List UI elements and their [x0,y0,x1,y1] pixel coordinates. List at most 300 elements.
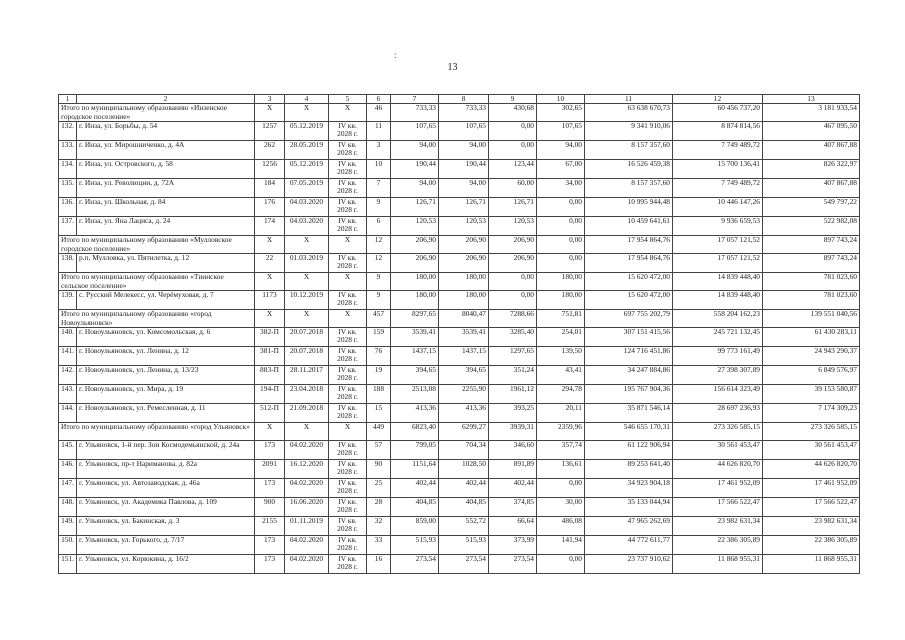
cell-c13: 7 174 309,23 [763,404,860,423]
cell-c11: 61 122 906,94 [585,441,673,460]
address-cell: г. Ульяновск, ул. Академика Павлова, д. 109 [77,498,255,517]
cell-c10: 294,78 [537,385,585,404]
cell-c5: IV кв. 2028 г. [329,347,367,366]
cell-c6: 457 [367,310,391,328]
address-cell: г. Ульяновск, 1-й пер. Зои Космодемьянской, д. 24а [77,441,255,460]
cell-c5: IV кв. 2028 г. [329,366,367,385]
cell-c7: 6823,40 [391,423,439,441]
cell-c5: IV кв. 2028 г. [329,498,367,517]
cell-c7: 3539,41 [391,328,439,347]
cell-c10: 34,00 [537,179,585,198]
cell-c10: 30,00 [537,498,585,517]
cell-c13: 273 326 585,15 [763,423,860,441]
cell-c8: 704,34 [439,441,489,460]
cell-c7: 94,00 [391,141,439,160]
row-number: 144. [59,404,77,423]
cell-c11: 47 965 262,69 [585,517,673,536]
cell-c4: 20.07.2018 [285,347,329,366]
cell-c3: X [255,273,285,291]
cell-c6: 32 [367,517,391,536]
cell-c5: X [329,104,367,122]
cell-c4: 04.03.2020 [285,217,329,236]
subtotal-label: Итого по муниципальному образованию «Тиинское сельское поселение» [59,273,255,291]
cell-c11: 8 157 357,60 [585,141,673,160]
row-number: 133. [59,141,77,160]
cell-c7: 120,53 [391,217,439,236]
cell-c6: 76 [367,347,391,366]
cell-c4: 16.12.2020 [285,460,329,479]
cell-c7: 799,05 [391,441,439,460]
table-row [59,198,860,217]
address-cell: с. Русский Мелекесс, ул. Черёмуховая, д. 7 [77,291,255,310]
cell-c11: 307 151 415,56 [585,328,673,347]
cell-c7: 206,90 [391,236,439,254]
row-number: 137. [59,217,77,236]
cell-c7: 180,00 [391,291,439,310]
row-number: 138. [59,254,77,273]
cell-c12: 44 626 820,70 [673,460,763,479]
cell-c9: 0,00 [489,291,537,310]
cell-c3: 2091 [255,460,285,479]
cell-c8: 273,54 [439,555,489,574]
cell-c11: 89 253 641,40 [585,460,673,479]
cell-c9: 0,00 [489,122,537,141]
cell-c9: 3939,31 [489,423,537,441]
cell-c12: 156 614 323,49 [673,385,763,404]
cell-c8: 107,65 [439,122,489,141]
cell-c7: 404,85 [391,498,439,517]
cell-c9: 430,68 [489,104,537,122]
cell-c9: 402,44 [489,479,537,498]
table-row [59,441,860,460]
cell-c8: 413,36 [439,404,489,423]
cell-c9: 374,85 [489,498,537,517]
address-cell: г. Ульяновск, ул. Автозаводская, д. 46а [77,479,255,498]
row-number: 150. [59,536,77,555]
cell-c8: 126,71 [439,198,489,217]
cell-c4: 04.02.2020 [285,441,329,460]
table-row [59,179,860,198]
column-header-10: 10 [537,95,585,104]
column-header-5: 5 [329,95,367,104]
cell-c13: 781 023,60 [763,291,860,310]
cell-c12: 558 204 162,23 [673,310,763,328]
cell-c4: X [285,310,329,328]
row-number: 143. [59,385,77,404]
cell-c5: X [329,423,367,441]
cell-c9: 126,71 [489,198,537,217]
row-number: 134. [59,160,77,179]
subtotal-label: Итого по муниципальному образованию «Инзенское городское поселение» [59,104,255,122]
cell-c13: 3 181 933,54 [763,104,860,122]
cell-c5: IV кв. 2028 г. [329,385,367,404]
cell-c10: 0,00 [537,217,585,236]
cell-c5: IV кв. 2028 г. [329,441,367,460]
cell-c4: 16.06.2020 [285,498,329,517]
column-header-1: 1 [59,95,77,104]
cell-c8: 552,72 [439,517,489,536]
cell-c6: 449 [367,423,391,441]
cell-c4: 04.03.2020 [285,198,329,217]
cell-c9: 66,64 [489,517,537,536]
cell-c12: 8 874 814,56 [673,122,763,141]
cell-c12: 22 386 305,89 [673,536,763,555]
cell-c8: 206,90 [439,254,489,273]
cell-c9: 123,44 [489,160,537,179]
cell-c3: X [255,104,285,122]
cell-c3: 512-П [255,404,285,423]
cell-c8: 394,65 [439,366,489,385]
cell-c12: 17 057 121,52 [673,236,763,254]
cell-c7: 8297,65 [391,310,439,328]
row-number: 132. [59,122,77,141]
cell-c7: 402,44 [391,479,439,498]
cell-c12: 15 700 136,41 [673,160,763,179]
cell-c3: 1257 [255,122,285,141]
cell-c11: 10 459 641,61 [585,217,673,236]
cell-c11: 9 341 910,06 [585,122,673,141]
cell-c5: IV кв. 2028 г. [329,217,367,236]
cell-c11: 23 737 910,62 [585,555,673,574]
cell-c12: 273 326 585,15 [673,423,763,441]
cell-c5: IV кв. 2028 г. [329,291,367,310]
page-number: 13 [447,62,458,73]
address-cell: г. Новоульяновск, ул. Комсомольская, д. 6 [77,328,255,347]
cell-c10: 180,00 [537,291,585,310]
cell-c10: 0,00 [537,555,585,574]
cell-c10: 0,00 [537,479,585,498]
cell-c9: 393,25 [489,404,537,423]
cell-c7: 94,00 [391,179,439,198]
row-number: 140. [59,328,77,347]
cell-c10: 0,00 [537,198,585,217]
cell-c3: 883-П [255,366,285,385]
cell-c6: 16 [367,555,391,574]
address-cell: г. Новоульяновск, ул. Ленина, д. 12 [77,347,255,366]
cell-c11: 15 620 472,00 [585,273,673,291]
table-row [59,555,860,574]
cell-c12: 7 749 489,72 [673,179,763,198]
cell-c4: 01.11.2019 [285,517,329,536]
cell-c13: 522 982,08 [763,217,860,236]
cell-c12: 30 561 453,47 [673,441,763,460]
cell-c11: 17 954 864,76 [585,236,673,254]
column-header-4: 4 [285,95,329,104]
cell-c10: 0,00 [537,236,585,254]
cell-c5: IV кв. 2028 г. [329,179,367,198]
cell-c11: 35 871 546,14 [585,404,673,423]
cell-c7: 394,65 [391,366,439,385]
cell-c5: IV кв. 2028 г. [329,460,367,479]
cell-c4: 04.02.2020 [285,536,329,555]
cell-c5: IV кв. 2028 г. [329,517,367,536]
cell-c11: 546 655 170,31 [585,423,673,441]
cell-c9: 1961,12 [489,385,537,404]
column-header-11: 11 [585,95,673,104]
cell-c12: 17 566 522,47 [673,498,763,517]
cell-c10: 43,41 [537,366,585,385]
cell-c13: 897 743,24 [763,236,860,254]
row-number: 135. [59,179,77,198]
cell-c8: 190,44 [439,160,489,179]
cell-c8: 6299,27 [439,423,489,441]
cell-c11: 44 772 611,77 [585,536,673,555]
cell-c7: 2513,08 [391,385,439,404]
address-cell: г. Инза, ул. Борьбы, д. 54 [77,122,255,141]
column-header-7: 7 [391,95,439,104]
cell-c4: X [285,104,329,122]
cell-c7: 413,36 [391,404,439,423]
cell-c7: 859,00 [391,517,439,536]
column-header-8: 8 [439,95,489,104]
cell-c10: 20,11 [537,404,585,423]
cell-c11: 17 954 864,76 [585,254,673,273]
cell-c10: 2359,96 [537,423,585,441]
cell-c4: X [285,273,329,291]
cell-c10: 254,01 [537,328,585,347]
cell-c6: 28 [367,498,391,517]
cell-c13: 897 743,24 [763,254,860,273]
cell-c10: 67,00 [537,160,585,179]
subtotal-row [59,310,860,328]
cell-c9: 273,54 [489,555,537,574]
cell-c5: IV кв. 2028 г. [329,141,367,160]
cell-c6: 7 [367,179,391,198]
table-row [59,217,860,236]
table-row [59,254,860,273]
row-number: 149. [59,517,77,536]
cell-c11: 10 995 944,48 [585,198,673,217]
table-row [59,517,860,536]
row-number: 146. [59,460,77,479]
cell-c4: 21.09.2018 [285,404,329,423]
table-row [59,141,860,160]
cell-c3: 184 [255,179,285,198]
cell-c8: 402,44 [439,479,489,498]
cell-c4: 23.04.2018 [285,385,329,404]
address-cell: р.п. Мулловка, ул. Пятилетка, д. 12 [77,254,255,273]
table-row [59,460,860,479]
cell-c8: 120,53 [439,217,489,236]
cell-c12: 9 936 659,53 [673,217,763,236]
table-row [59,366,860,385]
row-number: 141. [59,347,77,366]
cell-c3: 382-П [255,328,285,347]
column-header-12: 12 [673,95,763,104]
cell-c6: 19 [367,366,391,385]
row-number: 139. [59,291,77,310]
cell-c11: 8 157 357,60 [585,179,673,198]
cell-c13: 30 561 453,47 [763,441,860,460]
address-cell: г. Инза, ул. Островского, д. 58 [77,160,255,179]
address-cell: г. Ульяновск, пр-т Нариманова, д. 82а [77,460,255,479]
table-row [59,404,860,423]
cell-c12: 245 721 132,45 [673,328,763,347]
column-header-6: 6 [367,95,391,104]
address-cell: г. Ульяновск, ул. Корюкина, д. 16/2 [77,555,255,574]
subtotal-label: Итого по муниципальному образованию «Мулловское городское поселение» [59,236,255,254]
cell-c8: 1437,15 [439,347,489,366]
cell-c12: 14 839 448,40 [673,291,763,310]
column-header-13: 13 [763,95,860,104]
column-header-9: 9 [489,95,537,104]
cell-c13: 24 943 290,37 [763,347,860,366]
row-number: 147. [59,479,77,498]
cell-c6: 25 [367,479,391,498]
cell-c4: 10.12.2019 [285,291,329,310]
cell-c10: 0,00 [537,254,585,273]
cell-c13: 22 386 305,89 [763,536,860,555]
cell-c7: 515,93 [391,536,439,555]
address-cell: г. Инза, ул. Яна Лациса, д. 24 [77,217,255,236]
column-number-header [59,95,860,104]
subtotal-row [59,104,860,122]
cell-c7: 126,71 [391,198,439,217]
cell-c4: 04.02.2020 [285,555,329,574]
cell-c9: 373,99 [489,536,537,555]
cell-c8: 1028,50 [439,460,489,479]
cell-c8: 733,33 [439,104,489,122]
housing-program-table [58,94,860,574]
cell-c13: 39 153 580,87 [763,385,860,404]
cell-c4: X [285,236,329,254]
cell-c12: 14 839 448,40 [673,273,763,291]
cell-c12: 17 461 952,09 [673,479,763,498]
cell-c3: X [255,423,285,441]
cell-c13: 44 626 820,70 [763,460,860,479]
cell-c7: 733,33 [391,104,439,122]
cell-c4: 05.12.2019 [285,122,329,141]
cell-c10: 302,65 [537,104,585,122]
cell-c13: 6 849 576,97 [763,366,860,385]
cell-c13: 826 322,97 [763,160,860,179]
cell-c13: 467 095,50 [763,122,860,141]
cell-c13: 407 867,88 [763,179,860,198]
cell-c7: 190,44 [391,160,439,179]
cell-c11: 34 247 884,86 [585,366,673,385]
cell-c10: 751,81 [537,310,585,328]
cell-c4: 28.11.2017 [285,366,329,385]
cell-c6: 46 [367,104,391,122]
cell-c6: 9 [367,198,391,217]
cell-c11: 195 767 904,36 [585,385,673,404]
cell-c7: 206,90 [391,254,439,273]
cell-c12: 10 446 147,26 [673,198,763,217]
cell-c10: 141,94 [537,536,585,555]
cell-c5: X [329,273,367,291]
cell-c9: 346,60 [489,441,537,460]
cell-c13: 781 023,60 [763,273,860,291]
cell-c11: 697 755 202,79 [585,310,673,328]
cell-c11: 35 133 044,94 [585,498,673,517]
cell-c6: 57 [367,441,391,460]
cell-c3: 176 [255,198,285,217]
cell-c6: 3 [367,141,391,160]
cell-c10: 136,61 [537,460,585,479]
cell-c13: 11 868 955,31 [763,555,860,574]
cell-c9: 1297,65 [489,347,537,366]
cell-c9: 0,00 [489,141,537,160]
cell-c6: 90 [367,460,391,479]
cell-c12: 17 057 121,52 [673,254,763,273]
cell-c13: 139 551 040,56 [763,310,860,328]
table-row [59,122,860,141]
cell-c9: 3285,40 [489,328,537,347]
cell-c6: 10 [367,160,391,179]
subtotal-row [59,423,860,441]
address-cell: г. Инза, ул. Школьная, д. 84 [77,198,255,217]
cell-c5: IV кв. 2028 г. [329,536,367,555]
address-cell: г. Инза, ул. Революции, д. 72А [77,179,255,198]
cell-c4: X [285,423,329,441]
table-row [59,328,860,347]
cell-c8: 206,90 [439,236,489,254]
cell-c13: 407 867,88 [763,141,860,160]
cell-c13: 17 461 952,09 [763,479,860,498]
cell-c6: 33 [367,536,391,555]
table-row [59,498,860,517]
cell-c3: 381-П [255,347,285,366]
cell-c6: 159 [367,328,391,347]
address-cell: г. Ульяновск, ул. Бакинская, д. 3 [77,517,255,536]
row-number: 136. [59,198,77,217]
table-row [59,347,860,366]
cell-c3: 22 [255,254,285,273]
subtotal-row [59,273,860,291]
cell-c4: 04.02.2020 [285,479,329,498]
cell-c10: 357,74 [537,441,585,460]
cell-c6: 12 [367,254,391,273]
cell-c9: 206,90 [489,236,537,254]
cell-c3: 900 [255,498,285,517]
cell-c13: 17 566 522,47 [763,498,860,517]
table-row [59,385,860,404]
cell-c6: 11 [367,122,391,141]
cell-c8: 404,85 [439,498,489,517]
cell-c3: 173 [255,441,285,460]
cell-c3: 173 [255,555,285,574]
address-cell: г. Новоульяновск, ул. Ленина, д. 13/23 [77,366,255,385]
cell-c9: 7288,66 [489,310,537,328]
subtotal-label: Итого по муниципальному образованию «город Ульяновск» [59,423,255,441]
cell-c12: 60 456 737,20 [673,104,763,122]
subtotal-row [59,236,860,254]
cell-c8: 515,93 [439,536,489,555]
table-row [59,160,860,179]
cell-c5: IV кв. 2028 г. [329,198,367,217]
cell-c10: 94,00 [537,141,585,160]
cell-c10: 139,50 [537,347,585,366]
cell-c6: 188 [367,385,391,404]
cell-c12: 23 982 631,34 [673,517,763,536]
cell-c8: 3539,41 [439,328,489,347]
column-header-2: 2 [77,95,255,104]
cell-c5: IV кв. 2028 г. [329,328,367,347]
scan-mark: : [394,50,397,60]
cell-c3: X [255,236,285,254]
subtotal-label: Итого по муниципальному образованию «город Новоульяновск» [59,310,255,328]
cell-c6: 15 [367,404,391,423]
cell-c13: 549 797,22 [763,198,860,217]
cell-c10: 180,00 [537,273,585,291]
cell-c3: 194-П [255,385,285,404]
cell-c7: 180,00 [391,273,439,291]
table-row [59,536,860,555]
cell-c5: IV кв. 2028 г. [329,122,367,141]
cell-c10: 486,08 [537,517,585,536]
cell-c4: 20.07.2018 [285,328,329,347]
row-number: 151. [59,555,77,574]
